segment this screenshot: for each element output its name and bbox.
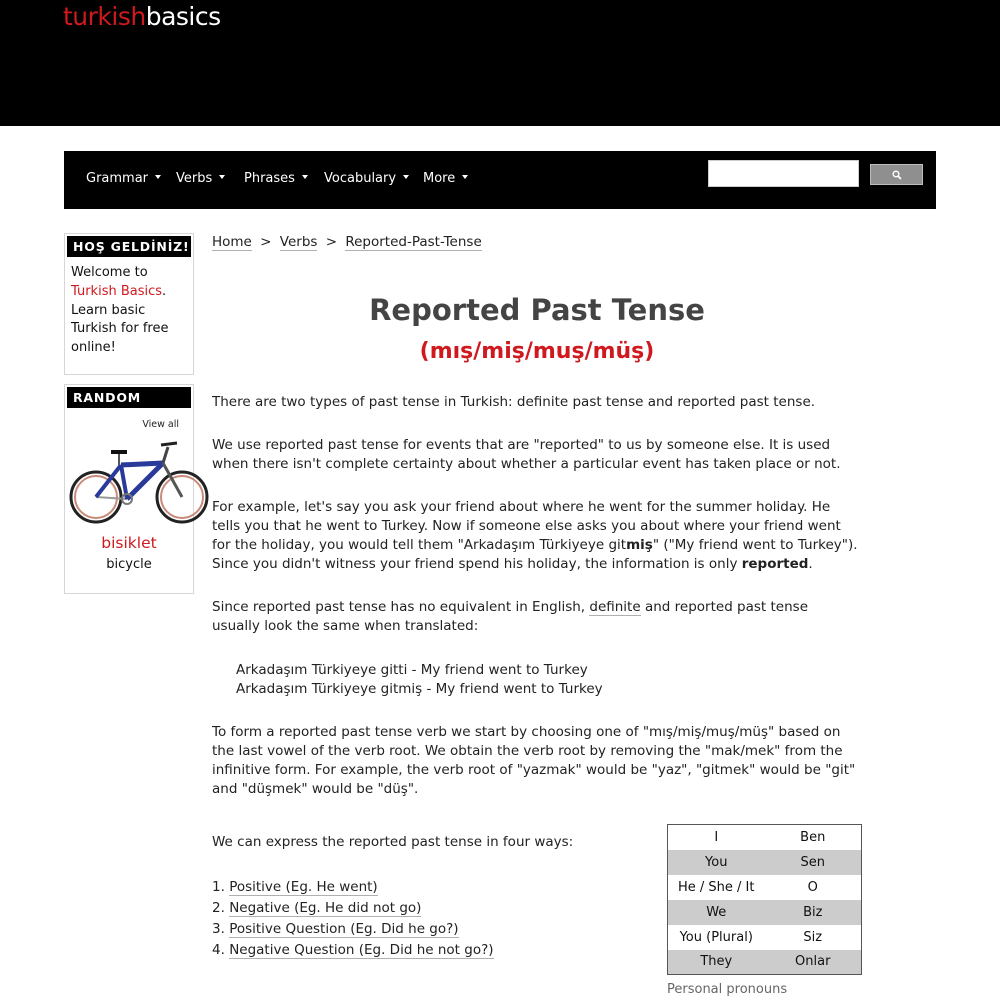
personal-pronouns-table (667, 824, 862, 975)
nav-item-vocabulary[interactable] (324, 171, 409, 186)
breadcrumb-home[interactable]: Home (212, 234, 252, 250)
list-number: 2. (212, 900, 225, 916)
positive-question-link[interactable]: Positive Question (Eg. Did he go?) (229, 921, 459, 937)
site-header (0, 0, 1000, 126)
caret-down-icon (219, 175, 225, 179)
nav-item-label: Grammar (86, 171, 149, 186)
example-sentence: Arkadaşım Türkiyeye gitti - My friend went to Turkey (236, 662, 588, 678)
pronoun-english: You (668, 850, 765, 875)
table-row (668, 825, 862, 850)
random-word-title: RANDOM WORD (67, 387, 191, 408)
pronoun-turkish: Siz (803, 929, 823, 945)
turkish-basics-link[interactable]: Turkish Basics (71, 283, 163, 299)
nav-item-label: Verbs (176, 171, 213, 186)
bicycle-image[interactable] (69, 437, 213, 529)
nav-item-label: Vocabulary (324, 171, 397, 186)
logo-part-turkish: turkish (63, 2, 146, 31)
welcome-text (65, 259, 193, 363)
main-navbar (64, 151, 936, 209)
list-item (212, 898, 494, 919)
pronoun-english: You (Plural) (679, 929, 753, 945)
caret-down-icon (462, 175, 468, 179)
search-button[interactable] (870, 164, 923, 185)
definite-link[interactable]: definite (589, 599, 641, 615)
example-text: " ("My friend went to Turkey"). Since you didn't witness your friend spend his holiday, the information is only (212, 537, 858, 572)
nav-item-phrases[interactable] (244, 171, 308, 186)
breadcrumb-separator: > (325, 234, 338, 250)
intro-paragraph: There are two types of past tense in Turkish: definite past tense and reported past tense. (212, 394, 816, 410)
pronoun-english: He / She / It (678, 879, 755, 895)
usage-paragraph: We use reported past tense for events that are "reported" to us by someone else. It is used when there isn't complete certainty about whether a particular event has taken place or not. (212, 437, 841, 472)
table-row (668, 850, 862, 875)
table-row (668, 875, 862, 900)
pronoun-english: I (714, 829, 719, 845)
nav-item-verbs[interactable] (176, 171, 225, 186)
nav-item-grammar[interactable] (86, 171, 161, 186)
nav-item-label: Phrases (244, 171, 295, 186)
pronoun-english: They (668, 950, 765, 975)
random-word-english: bicycle (106, 557, 152, 572)
example-sentence: Arkadaşım Türkiyeye gitmiş - My friend went to Turkey (236, 681, 603, 697)
logo-part-basics: basics (145, 2, 221, 31)
caret-down-icon (403, 175, 409, 179)
table-caption: Personal pronouns (667, 982, 788, 997)
formation-paragraph: To form a reported past tense verb we start by choosing one of "mış/miş/muş/müş" based on the last vowel of the verb root. We obtain the verb root by removing the "mak/mek" from the infinitive form. For example, the verb root of "yazmak" would be "yaz", "gitmek" would be "git" and "düşmek" would be "düş". (212, 724, 856, 797)
caret-down-icon (302, 175, 308, 179)
pronoun-turkish: Onlar (765, 950, 862, 975)
example-paragraph (212, 498, 860, 574)
pronoun-turkish: Biz (765, 900, 862, 925)
random-word-turkish[interactable]: bisiklet (101, 534, 157, 552)
welcome-line: Welcome to (71, 265, 148, 280)
pronoun-turkish: Ben (800, 829, 826, 845)
site-logo[interactable] (63, 2, 221, 31)
pronoun-turkish: O (807, 879, 818, 895)
example-text: . (808, 556, 813, 572)
list-number: 1. (212, 879, 225, 895)
example-text: For example, let's say you ask your friend about where he went for the summer holiday. He tells you that he went to Turkey. Now if someone else asks you about where your friend went for the holiday, you would tell them "Arkadaşım Türkiyeye git (212, 499, 841, 553)
negative-question-link[interactable]: Negative Question (Eg. Did he not go?) (229, 942, 494, 958)
list-number: 4. (212, 942, 225, 958)
table-row (668, 950, 862, 975)
page-title: Reported Past Tense (369, 293, 705, 327)
table-row (668, 925, 862, 950)
welcome-title: HOŞ GELDİNİZ! (67, 236, 191, 257)
table-row (668, 900, 862, 925)
negative-link[interactable]: Negative (Eg. He did not go) (229, 900, 422, 916)
pronoun-english: We (668, 900, 765, 925)
list-item (212, 919, 494, 940)
comparison-text: Since reported past tense has no equivalent in English, (212, 599, 590, 615)
breadcrumb-current[interactable]: Reported-Past-Tense (345, 234, 482, 250)
caret-down-icon (155, 175, 161, 179)
list-item (212, 940, 494, 961)
nav-item-label: More (423, 171, 456, 186)
list-number: 3. (212, 921, 225, 937)
comparison-paragraph (212, 598, 860, 636)
breadcrumb (212, 234, 482, 250)
ways-list (212, 877, 494, 961)
search-icon (892, 170, 902, 180)
breadcrumb-verbs[interactable]: Verbs (279, 234, 318, 250)
welcome-description: . Learn basic Turkish for free online! (71, 283, 169, 356)
view-all-link[interactable]: View all (142, 419, 179, 430)
positive-link[interactable]: Positive (Eg. He went) (229, 879, 378, 895)
list-item (212, 877, 494, 898)
page-subtitle: (mış/miş/muş/müş) (419, 339, 655, 364)
nav-item-more[interactable] (423, 171, 468, 186)
welcome-box (64, 233, 194, 375)
reported-bold: reported (741, 556, 809, 572)
search-input[interactable] (708, 160, 859, 187)
example-suffix-bold: miş (626, 537, 653, 553)
comparison-text: and reported past tense usually look the same when translated: (212, 599, 809, 634)
pronoun-turkish: Sen (765, 850, 862, 875)
ways-intro: We can express the reported past tense in four ways: (212, 834, 574, 850)
random-word-box (64, 384, 194, 594)
breadcrumb-separator: > (260, 234, 272, 250)
